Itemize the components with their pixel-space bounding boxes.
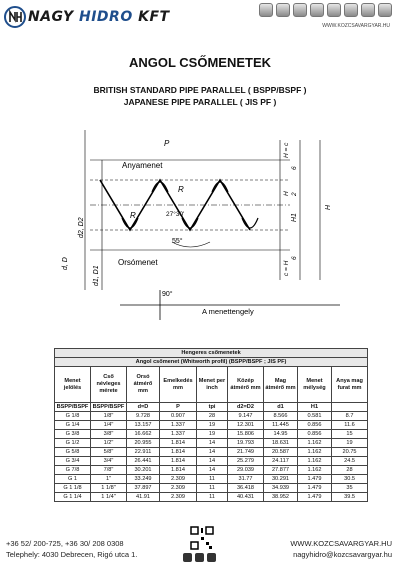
- table-row: [55, 412, 368, 421]
- table-cell: 12.301: [228, 421, 264, 430]
- table-cell: 1.162: [298, 457, 332, 466]
- table-cell: 24.117: [264, 457, 298, 466]
- page-title: ANGOL CSŐMENETEK: [128, 55, 272, 70]
- label-H-half: H: [283, 191, 290, 196]
- column-header: Emelkedés mm: [160, 367, 197, 403]
- table-cell: 31.77: [228, 475, 264, 484]
- table-cell: 14: [197, 457, 228, 466]
- table-cell: 19.793: [228, 439, 264, 448]
- table-cell: 35: [332, 484, 368, 493]
- table-row: [55, 457, 368, 466]
- label-full-angle: 55°: [172, 238, 183, 245]
- footer-contact: [6, 538, 137, 560]
- label-H1: H1: [291, 213, 298, 222]
- page-subtitle-2: JAPANESE PIPE PARALLEL ( JIS PF ): [123, 97, 277, 107]
- unit-cell: d2=D2: [228, 403, 264, 412]
- table-cell: 1/2": [91, 439, 127, 448]
- logo-icon: [4, 6, 26, 28]
- table-cell: 1/4": [91, 421, 127, 430]
- table-cell: 14: [197, 439, 228, 448]
- fitting-image: [327, 3, 341, 17]
- table-cell: G 3/8: [55, 430, 91, 439]
- table-cell: 1.162: [298, 439, 332, 448]
- table-cell: G 1: [55, 475, 91, 484]
- label-d2-D2: d2, D2: [78, 217, 85, 238]
- table-cell: 7/8": [91, 466, 127, 475]
- header: [0, 0, 400, 36]
- tiktok-icon[interactable]: [207, 553, 216, 562]
- table-cell: 24.5: [332, 457, 368, 466]
- table-cell: 11.445: [264, 421, 298, 430]
- unit-cell: d1: [264, 403, 298, 412]
- label-d-D: d, D: [62, 257, 69, 270]
- table-header-row: [55, 367, 368, 403]
- table-cell: 25.279: [228, 457, 264, 466]
- table-units-row: [55, 403, 368, 412]
- footer: [0, 522, 400, 566]
- table-cell: G 1/4: [55, 421, 91, 430]
- table-cell: 1.814: [160, 466, 197, 475]
- label-H-top-frac: 6: [291, 166, 298, 170]
- table-cell: 8.7: [332, 412, 368, 421]
- logo-text: NAGY HIDRO KFT: [28, 9, 170, 25]
- unit-cell: [332, 403, 368, 412]
- table-cell: 38.952: [264, 493, 298, 502]
- label-R-bottom: R: [130, 211, 136, 220]
- table-cell: 0.856: [298, 430, 332, 439]
- column-header: Mag átmérő mm: [264, 367, 298, 403]
- table-cell: 1/8": [91, 412, 127, 421]
- facebook-icon[interactable]: [183, 553, 192, 562]
- column-header: Orsó átmérő mm: [127, 367, 160, 403]
- table-cell: 5/8": [91, 448, 127, 457]
- table-cell: 20.955: [127, 439, 160, 448]
- label-c-bottom-frac: 6: [291, 256, 298, 260]
- table-row: [55, 493, 368, 502]
- table-cell: 1.337: [160, 421, 197, 430]
- fitting-image: [276, 3, 290, 17]
- table-cell: 2.309: [160, 493, 197, 502]
- table-cell: 1.814: [160, 439, 197, 448]
- table-caption: Hengeres csőmenetek: [55, 349, 368, 358]
- footer-web: [290, 538, 392, 560]
- table-cell: 1.479: [298, 493, 332, 502]
- table-cell: 11.6: [332, 421, 368, 430]
- label-orsomenet: Orsómenet: [118, 258, 158, 267]
- table-cell: 2.309: [160, 484, 197, 493]
- unit-cell: tpi: [197, 403, 228, 412]
- unit-cell: d=D: [127, 403, 160, 412]
- table-cell: 28: [332, 466, 368, 475]
- table-cell: 3/4": [91, 457, 127, 466]
- thread-profile-diagram: [60, 120, 350, 342]
- table-cell: G 3/4: [55, 457, 91, 466]
- table-cell: G 1 1/8: [55, 484, 91, 493]
- table-cell: G 5/8: [55, 448, 91, 457]
- table-cell: 40.431: [228, 493, 264, 502]
- table-cell: 39.5: [332, 493, 368, 502]
- table-row: [55, 439, 368, 448]
- table-cell: 0.581: [298, 412, 332, 421]
- table-cell: 28: [197, 412, 228, 421]
- table-cell: 33.249: [127, 475, 160, 484]
- table-cell: 14.95: [264, 430, 298, 439]
- table-cell: 15: [332, 430, 368, 439]
- fitting-image: [259, 3, 273, 17]
- table-cell: 30.201: [127, 466, 160, 475]
- label-axis: A menettengely: [202, 307, 254, 316]
- thread-table: [54, 348, 367, 502]
- column-header: Menet per inch: [197, 367, 228, 403]
- table-cell: 22.911: [127, 448, 160, 457]
- table-cell: 13.157: [127, 421, 160, 430]
- table-cell: 14: [197, 466, 228, 475]
- table-row: [55, 475, 368, 484]
- fitting-image: [378, 3, 392, 17]
- instagram-icon[interactable]: [195, 553, 204, 562]
- table-cell: 19: [197, 430, 228, 439]
- label-H: H: [325, 204, 332, 210]
- label-c-bottom: c = H: [283, 260, 290, 276]
- footer-email[interactable]: nagyhidro@kozcsavargyar.hu: [293, 550, 392, 559]
- label-anyamenet: Anyamenet: [122, 161, 163, 170]
- table-row: [55, 448, 368, 457]
- table-cell: 0.907: [160, 412, 197, 421]
- table-cell: 18.631: [264, 439, 298, 448]
- table-cell: 9.728: [127, 412, 160, 421]
- table-cell: G 7/8: [55, 466, 91, 475]
- label-right-angle: 90°: [162, 291, 173, 298]
- product-images: [259, 3, 392, 17]
- table-cell: 3/8": [91, 430, 127, 439]
- table-cell: 14: [197, 448, 228, 457]
- table-cell: 21.749: [228, 448, 264, 457]
- table-cell: 19: [332, 439, 368, 448]
- table-cell: 1.337: [160, 430, 197, 439]
- table-cell: 1.814: [160, 457, 197, 466]
- label-half-angle: 27°30': [166, 211, 185, 218]
- table-cell: 27.877: [264, 466, 298, 475]
- table-cell: G 1/2: [55, 439, 91, 448]
- table-cell: 8.566: [264, 412, 298, 421]
- table-cell: 0.856: [298, 421, 332, 430]
- label-d1-D1: d1, D1: [93, 265, 100, 286]
- table-cell: 11: [197, 484, 228, 493]
- table-cell: 37.897: [127, 484, 160, 493]
- table-cell: 26.441: [127, 457, 160, 466]
- unit-cell: BSPP/BSPF: [55, 403, 91, 412]
- table-caption-2: Angol csőmenet (Whitworth profil) (BSPP/BSPF ; JIS PF): [55, 358, 368, 367]
- table-cell: 1.479: [298, 475, 332, 484]
- header-site-url[interactable]: WWW.KOZCSAVARGYAR.HU: [322, 23, 390, 29]
- column-header: Anya mag furat mm: [332, 367, 368, 403]
- table-cell: 30.291: [264, 475, 298, 484]
- qr-code-icon[interactable]: [190, 526, 214, 550]
- fitting-image: [361, 3, 375, 17]
- page-subtitle: BRITISH STANDARD PIPE PARALLEL ( BSPP/BSPF ): [93, 85, 307, 95]
- table-cell: 11: [197, 475, 228, 484]
- table-row: [55, 430, 368, 439]
- table-cell: 1.162: [298, 466, 332, 475]
- table-cell: 30.5: [332, 475, 368, 484]
- table-cell: 1 1/8": [91, 484, 127, 493]
- table-row: [55, 484, 368, 493]
- table-cell: 19: [197, 421, 228, 430]
- table-cell: 9.147: [228, 412, 264, 421]
- table-cell: G 1 1/4: [55, 493, 91, 502]
- table-cell: 1.162: [298, 448, 332, 457]
- column-header: Közép átmérő mm: [228, 367, 264, 403]
- label-R-top: R: [178, 185, 184, 194]
- table-cell: 20.75: [332, 448, 368, 457]
- footer-phones[interactable]: +36 52/ 200-725, +36 30/ 208 0308: [6, 539, 124, 548]
- table-cell: 16.662: [127, 430, 160, 439]
- table-cell: 1.814: [160, 448, 197, 457]
- footer-website[interactable]: WWW.KOZCSAVARGYAR.HU: [290, 539, 392, 548]
- table-cell: 2.309: [160, 475, 197, 484]
- table-cell: 1 1/4": [91, 493, 127, 502]
- table-cell: 1": [91, 475, 127, 484]
- table-cell: 1.479: [298, 484, 332, 493]
- label-P: P: [164, 139, 170, 148]
- table-row: [55, 466, 368, 475]
- table-cell: G 1/8: [55, 412, 91, 421]
- table-cell: 11: [197, 493, 228, 502]
- table-cell: 41.91: [127, 493, 160, 502]
- column-header: Menet mélység: [298, 367, 332, 403]
- social-icons: [183, 553, 216, 562]
- table-cell: 36.418: [228, 484, 264, 493]
- logo[interactable]: [4, 6, 170, 28]
- table-cell: 15.806: [228, 430, 264, 439]
- column-header: Cső névleges mérete: [91, 367, 127, 403]
- fitting-image: [293, 3, 307, 17]
- footer-address: Telephely: 4030 Debrecen, Rigó utca 1.: [6, 550, 138, 559]
- table-row: [55, 421, 368, 430]
- unit-cell: P: [160, 403, 197, 412]
- table-cell: 20.587: [264, 448, 298, 457]
- fitting-image: [344, 3, 358, 17]
- table-cell: 34.939: [264, 484, 298, 493]
- fitting-image: [310, 3, 324, 17]
- table-cell: 29.039: [228, 466, 264, 475]
- unit-cell: H1: [298, 403, 332, 412]
- label-H-top: H = c: [283, 142, 290, 158]
- column-header: Menet jelölés: [55, 367, 91, 403]
- label-H-half-frac: 2: [291, 192, 298, 196]
- unit-cell: BSPP/BSPF: [91, 403, 127, 412]
